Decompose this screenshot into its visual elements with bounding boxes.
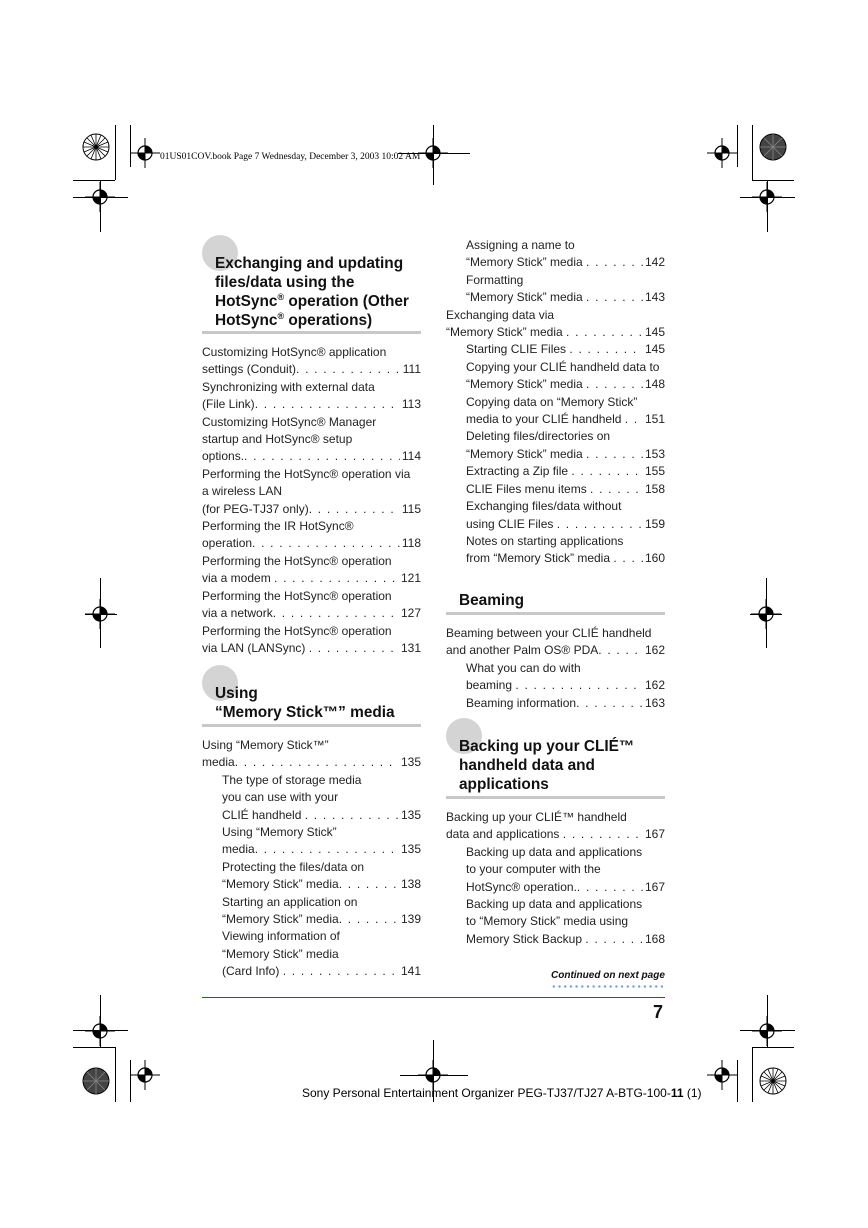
heading-rule [202,724,421,727]
toc-entry-text: Customizing HotSync® application [202,345,387,359]
toc-entry-text: beaming [466,678,516,693]
toc-memory-stick-list [202,737,421,981]
dot-leader [273,605,399,622]
toc-page-number: 148 [644,377,665,392]
toc-entry-text: What you can do with [466,660,581,675]
toc-page-number: 138 [400,877,421,892]
toc-entry-text: “Memory Stick” media [466,290,587,305]
toc-entry[interactable] [446,896,665,948]
toc-entry[interactable] [446,394,665,429]
toc-page-number: 167 [644,879,665,894]
toc-entry-text: Copying your CLIÉ handheld data to [466,359,660,374]
toc-entry[interactable] [446,660,665,695]
toc-entry-text: Protecting the files/data on [222,859,365,874]
toc-entry-text: “Memory Stick” media [446,325,567,340]
toc-page-number: 151 [644,412,665,427]
toc-page-number: 155 [644,464,665,479]
toc-page-number: 135 [400,807,421,822]
section-heading-backup [459,737,669,794]
toc-page-number: 167 [644,827,665,842]
toc-entry-text: options. [202,449,245,464]
toc-entry-text: Performing the HotSync® operation [202,553,392,568]
dot-leader [625,411,643,428]
toc-entry[interactable] [202,928,421,980]
toc-entry[interactable] [446,463,665,480]
footer-rule [202,997,665,998]
registration-mark-icon [85,182,115,212]
heading-line: Exchanging and updating [215,255,404,272]
dot-leader [255,396,400,413]
toc-page-number: 131 [400,640,421,655]
toc-entry-text: Customizing HotSync® Manager [202,414,377,429]
dot-leader [571,463,643,480]
dot-leader [598,642,643,659]
toc-entry[interactable] [446,844,665,896]
toc-entry[interactable] [202,894,421,929]
toc-entry-text: via LAN (LANSync) [202,640,309,655]
heading-line: Backing up your CLIÉ™ [459,738,635,755]
toc-entry[interactable] [202,518,421,553]
toc-beaming-list [446,625,665,712]
dot-leader [613,550,643,567]
toc-hotsync-list [202,344,421,657]
dot-leader [577,879,643,896]
registration-mark-icon [752,1016,782,1046]
toc-memory-stick-continued [446,237,665,568]
registration-mark-icon [707,1060,737,1090]
toc-entry[interactable] [202,344,421,379]
toc-page-number: 141 [400,964,421,979]
continued-note: Continued on next page [551,970,665,981]
toc-entry-text: Performing the HotSync® operation [202,623,392,638]
toc-entry[interactable] [446,533,665,568]
toc-entry-text: CLIÉ handheld [222,807,305,822]
toc-page-number: 135 [400,842,421,857]
heading-rule [446,796,665,799]
toc-entry-text: Backing up data and applications [466,897,643,912]
toc-entry-text: “Memory Stick” media [222,946,339,961]
toc-entry-text: “Memory Stick” media [222,877,339,892]
toc-entry-text: HotSync® operation. [466,879,577,894]
toc-entry[interactable] [446,341,665,358]
dot-leader [339,876,399,893]
dot-leader [590,481,643,498]
toc-entry-text: Copying data on “Memory Stick” [466,394,638,409]
toc-entry-text: Beaming between your CLIÉ handheld [446,626,652,640]
toc-entry-text: Viewing information of [222,929,340,944]
dot-leader [563,826,643,843]
toc-entry-text: settings (Conduit) [202,362,297,377]
toc-entry[interactable] [446,625,665,660]
dot-leader [244,448,400,465]
toc-page-number: 121 [400,571,421,586]
book-info: 01US01COV.book Page 7 Wednesday, December 3, 2003 10:02 AM [160,152,421,162]
toc-entry-text: Using “Memory Stick” [222,825,337,840]
toc-entry-text: Beaming information [466,695,577,710]
registration-mark-icon [85,1016,115,1046]
toc-entry-text: “Memory Stick” media [222,912,339,927]
toc-entry-text: from “Memory Stick” media [466,551,614,566]
dot-leader [566,324,643,341]
toc-page-number: 159 [644,516,665,531]
heading-rule [446,612,665,615]
toc-page-number: 160 [644,551,665,566]
toc-page-number: 115 [401,501,421,516]
dot-leader [586,254,643,271]
dot-leader [305,807,399,824]
toc-entry-text: “Memory Stick” media [466,377,587,392]
toc-entry[interactable] [202,824,421,859]
color-bar-disc-icon [81,1066,111,1096]
toc-entry[interactable] [446,359,665,394]
toc-entry[interactable] [446,428,665,463]
toc-entry-text: Synchronizing with external data [202,379,375,394]
toc-entry-text: Deleting files/directories on [466,429,611,444]
toc-page-number: 145 [644,342,665,357]
heading-line: applications [459,776,549,793]
section-heading-memory-stick [215,684,425,722]
toc-entry-text: and another Palm OS® PDA [446,643,599,658]
toc-entry-text: data and applications [446,827,563,842]
toc-entry[interactable] [202,588,421,623]
heading-line: handheld data and [459,757,595,774]
printer-footer: Sony Personal Entertainment Organizer PEG-TJ37/TJ27 A-BTG-100-11 (1) [302,1086,702,1100]
dot-leader [309,640,399,657]
toc-entry[interactable] [202,466,421,518]
toc-entry-text: operation [202,536,253,551]
page-number: 7 [653,1002,664,1022]
dot-leader [274,570,399,587]
toc-entry-text: Starting an application on [222,894,358,909]
toc-entry-text: to your computer with the [466,862,601,877]
toc-entry-text: Memory Stick Backup [466,931,586,946]
toc-entry-text: a wireless LAN [202,484,283,499]
toc-entry-text: Exchanging data via [446,307,555,322]
toc-page-number: 142 [644,255,665,270]
toc-page-number: 143 [644,290,665,305]
toc-entry[interactable] [202,414,421,466]
toc-entry-text: (for PEG-TJ37 only) [202,501,309,516]
toc-page-number: 127 [400,606,421,621]
toc-page-number: 118 [401,536,421,551]
heading-line: Beaming [459,592,524,609]
registration-mark-icon [752,182,782,212]
toc-entry-text: via a modem [202,571,275,586]
toc-entry[interactable] [446,272,665,307]
toc-entry-text: (Card Info) [222,964,283,979]
toc-entry-text: Formatting [466,272,524,287]
dot-leader [557,516,643,533]
toc-entry-text: media [202,755,235,770]
toc-entry[interactable] [446,695,665,712]
toc-entry-text: CLIE Files menu items [466,481,591,496]
toc-entry-text: Backing up data and applications [466,844,643,859]
section-heading-beaming [459,591,659,610]
toc-entry[interactable] [446,237,665,272]
color-bar-disc-icon [81,132,111,162]
toc-entry-text: using CLIE Files [466,516,557,531]
toc-entry-text: Extracting a Zip file [466,464,572,479]
toc-entry[interactable] [446,498,665,533]
dot-leader [255,841,399,858]
heading-line: “Memory Stick™” media [215,704,395,721]
section-heading-hotsync [215,254,425,330]
toc-entry[interactable] [202,772,421,824]
color-bar-disc-icon [758,132,788,162]
toc-entry-text: “Memory Stick” media [466,446,587,461]
toc-page-number: 162 [644,643,665,658]
toc-entry-text: Notes on starting applications [466,533,624,548]
toc-entry-text: Exchanging files/data without [466,499,622,514]
dot-leader [339,911,399,928]
dot-leader [586,446,643,463]
toc-entry[interactable] [202,737,421,772]
toc-entry[interactable] [202,379,421,414]
dot-leader [586,376,643,393]
toc-page-number: 162 [644,678,665,693]
toc-entry[interactable] [202,859,421,894]
toc-entry-text: media [222,842,255,857]
toc-entry-text: media to your CLIÉ handheld [466,412,625,427]
toc-page-number: 168 [644,931,665,946]
toc-entry-text: (File Link) [202,397,255,412]
heading-line: Using [215,685,258,702]
registration-mark-icon [751,599,781,629]
toc-entry-text: The type of storage media [222,772,362,787]
toc-page-number: 145 [644,325,665,340]
dot-leader [296,361,401,378]
toc-page-number: 153 [644,446,665,461]
toc-entry-text: Backing up your CLIÉ™ handheld [446,810,627,824]
heading-line: files/data using the [215,274,355,291]
toc-entry-text: you can use with your [222,790,339,805]
dot-leader [569,341,643,358]
toc-entry-text: “Memory Stick” media [466,255,587,270]
toc-entry-text: Using “Memory Stick™” [202,738,329,752]
toc-entry-text: Performing the HotSync® operation [202,588,392,603]
toc-entry-text: Performing the IR HotSync® [202,519,354,534]
toc-entry-text: via a network [202,606,273,621]
toc-page-number: 163 [644,695,665,710]
registration-mark-icon [85,599,115,629]
toc-page-number: 139 [400,912,421,927]
toc-entry-text: startup and HotSync® setup [202,432,353,447]
registration-mark-icon [130,1060,160,1090]
color-bar-disc-icon [758,1066,788,1096]
dot-leader [515,677,643,694]
toc-entry[interactable] [202,553,421,588]
toc-entry[interactable] [446,809,665,844]
registration-mark-icon [707,138,737,168]
dot-leader [576,695,643,712]
toc-entry-text: to “Memory Stick” media using [466,914,629,929]
dot-leader [283,963,399,980]
dot-leader [586,289,643,306]
toc-page-number: 111 [402,362,421,377]
dot-leader [309,501,400,518]
dot-leader [235,754,399,771]
registration-mark-icon [418,138,448,168]
registration-mark-icon [130,138,160,168]
toc-entry-text: Starting CLIE Files [466,342,570,357]
toc-entry[interactable] [446,481,665,498]
toc-page-number: 114 [401,449,421,464]
toc-page-number: 158 [644,481,665,496]
dotted-rule [551,985,666,988]
toc-backup-list [446,809,665,948]
toc-entry[interactable] [446,307,665,342]
heading-line: HotSync® operation (Other [215,291,409,310]
dot-leader [252,535,400,552]
toc-page-number: 113 [401,397,421,412]
toc-entry-text: Assigning a name to [466,238,575,252]
heading-line: HotSync® operations) [215,310,373,329]
toc-entry[interactable] [202,623,421,658]
heading-rule [202,331,421,334]
toc-entry-text: Performing the HotSync® operation via [202,466,411,481]
toc-page-number: 135 [400,755,421,770]
dot-leader [585,931,643,948]
